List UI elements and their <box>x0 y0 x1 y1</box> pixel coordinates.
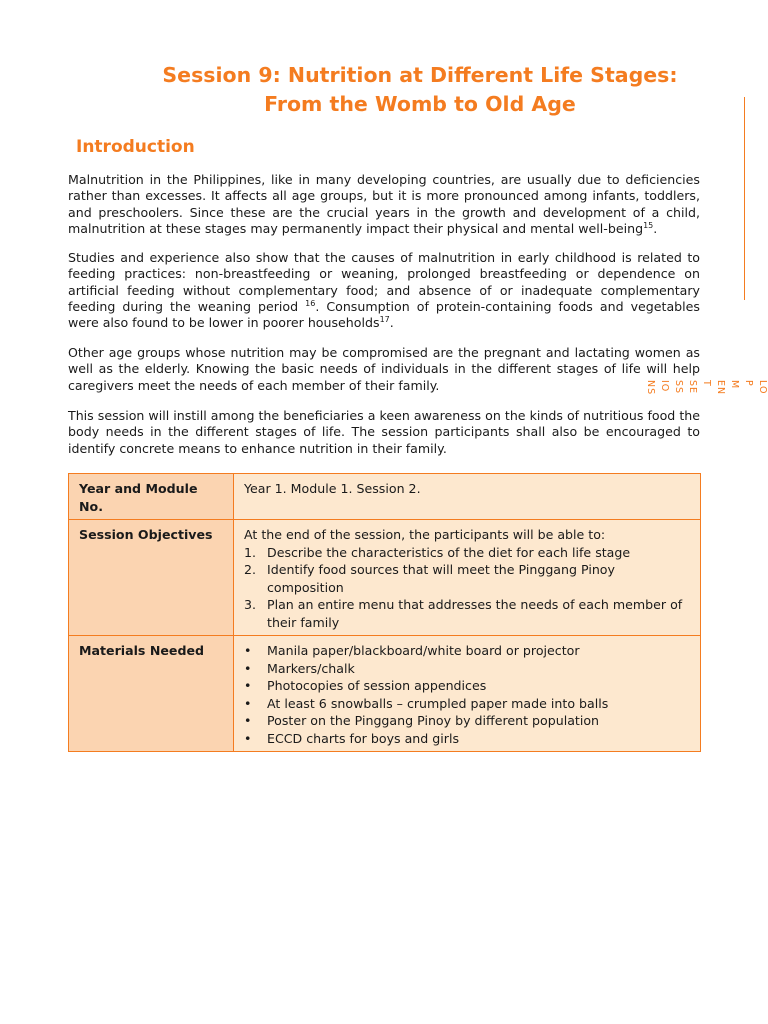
margin-rule <box>744 97 745 300</box>
paragraph-text: Studies and experience also show that the causes of malnutrition in early childhood is related to feeding practices: non-breastfeeding or weaning, prolonged breastfeeding or dependence on artificial feeding without complementary food; and absence of or inadequate complementary feeding during the weaning period <box>68 250 700 314</box>
objectives-list <box>244 544 690 632</box>
objectives-lead: At the end of the session, the participants will be able to: <box>244 527 606 542</box>
side-label-fragment: EN <box>715 380 726 396</box>
table-row-year-module <box>69 474 701 520</box>
list-item-text: Plan an entire menu that addresses the needs of each member of their family <box>267 597 683 630</box>
paragraph-text: . Consumption of protein-containing foods and vegetables were also found to be lower in poorer households <box>68 298 700 331</box>
list-item <box>244 677 690 695</box>
paragraph-causes <box>68 250 700 331</box>
list-item-text: Describe the characteristics of the diet for each life stage <box>267 544 631 560</box>
list-item-text: ECCD charts for boys and girls <box>267 730 460 746</box>
list-item <box>244 712 690 730</box>
list-item-text: At least 6 snowballs – crumpled paper made into balls <box>267 695 609 711</box>
list-item <box>244 730 690 748</box>
list-item <box>244 642 690 660</box>
side-label-fragment: SE <box>687 380 698 395</box>
side-label-fragment: P <box>743 380 754 387</box>
side-label-fragment: LO <box>757 380 768 395</box>
footnote-ref: 16 <box>305 298 316 308</box>
list-item-text: Identify food sources that will meet the Pinggang Pinoy composition <box>267 562 615 595</box>
list-item-number: 1. <box>244 544 257 560</box>
page-title <box>100 61 740 119</box>
list-item <box>244 544 690 562</box>
list-item-text: Photocopies of session appendices <box>267 678 487 693</box>
list-item-number: 3. <box>244 597 257 612</box>
bullet-icon: • <box>244 695 252 711</box>
list-item <box>244 660 690 678</box>
objectives-cell <box>234 520 701 636</box>
paragraph-tail: . <box>653 220 658 236</box>
paragraph-text: Malnutrition in the Philippines, like in many developing countries, are usually due to deficiencies rather than excesses. It affects all age groups, but it is more pronounced among infants, toddlers, and preschoolers. Since these are the crucial years in the growth and development of a child, malnutrition at these stages may permanently impact their physical and mental well-being <box>68 172 700 236</box>
table-row-objectives <box>69 520 701 636</box>
list-item <box>244 596 690 631</box>
table-row-materials <box>69 636 701 752</box>
list-item-number: 2. <box>244 562 257 577</box>
page-title-line-2: From the Womb to Old Age <box>264 92 576 116</box>
side-label-fragment: NS <box>645 380 656 396</box>
side-label-fragment: IO <box>659 380 670 393</box>
side-label-fragment: M <box>729 380 740 390</box>
bullet-icon: • <box>244 643 252 658</box>
list-item-text: Poster on the Pinggang Pinoy by different population <box>267 713 600 728</box>
side-label-fragment: T <box>701 380 712 387</box>
bullet-icon: • <box>244 730 252 746</box>
bullet-icon: • <box>244 660 252 676</box>
materials-cell <box>234 636 701 752</box>
bullet-icon: • <box>244 713 252 728</box>
section-heading-introduction: Introduction <box>76 137 195 157</box>
bullet-icon: • <box>244 678 252 693</box>
paragraph-malnutrition <box>68 172 700 237</box>
materials-list <box>244 642 690 747</box>
list-item <box>244 695 690 713</box>
list-item-text: Markers/chalk <box>267 660 355 676</box>
paragraph-age-groups: Other age groups whose nutrition may be compromised are the pregnant and lactating women as well as the elderly. Knowing the basic needs of individuals in the different stages of life will help caregivers meet the needs of each member of their family. <box>68 345 700 393</box>
list-item-text: Manila paper/blackboard/white board or projector <box>267 643 580 658</box>
footnote-ref: 15 <box>643 220 654 230</box>
year-module-value: Year 1. Module 1. Session 2. <box>234 474 701 520</box>
materials-label: Materials Needed <box>69 636 234 752</box>
side-label-fragment: SS <box>673 380 684 395</box>
list-item <box>244 561 690 596</box>
objectives-label: Session Objectives <box>69 520 234 636</box>
session-info-table <box>68 473 701 752</box>
side-margin-label <box>645 380 768 400</box>
paragraph-session-purpose: This session will instill among the beneficiaries a keen awareness on the kinds of nutritious food the body needs in the different stages of life. The session participants shall also be encouraged to identify concrete means to enhance nutrition in their family. <box>68 408 700 456</box>
footnote-ref: 17 <box>379 315 390 324</box>
page-title-line-1: Session 9: Nutrition at Different Life Stages: <box>162 63 678 87</box>
paragraph-tail: . <box>389 315 394 331</box>
year-module-label: Year and Module No. <box>69 474 234 520</box>
